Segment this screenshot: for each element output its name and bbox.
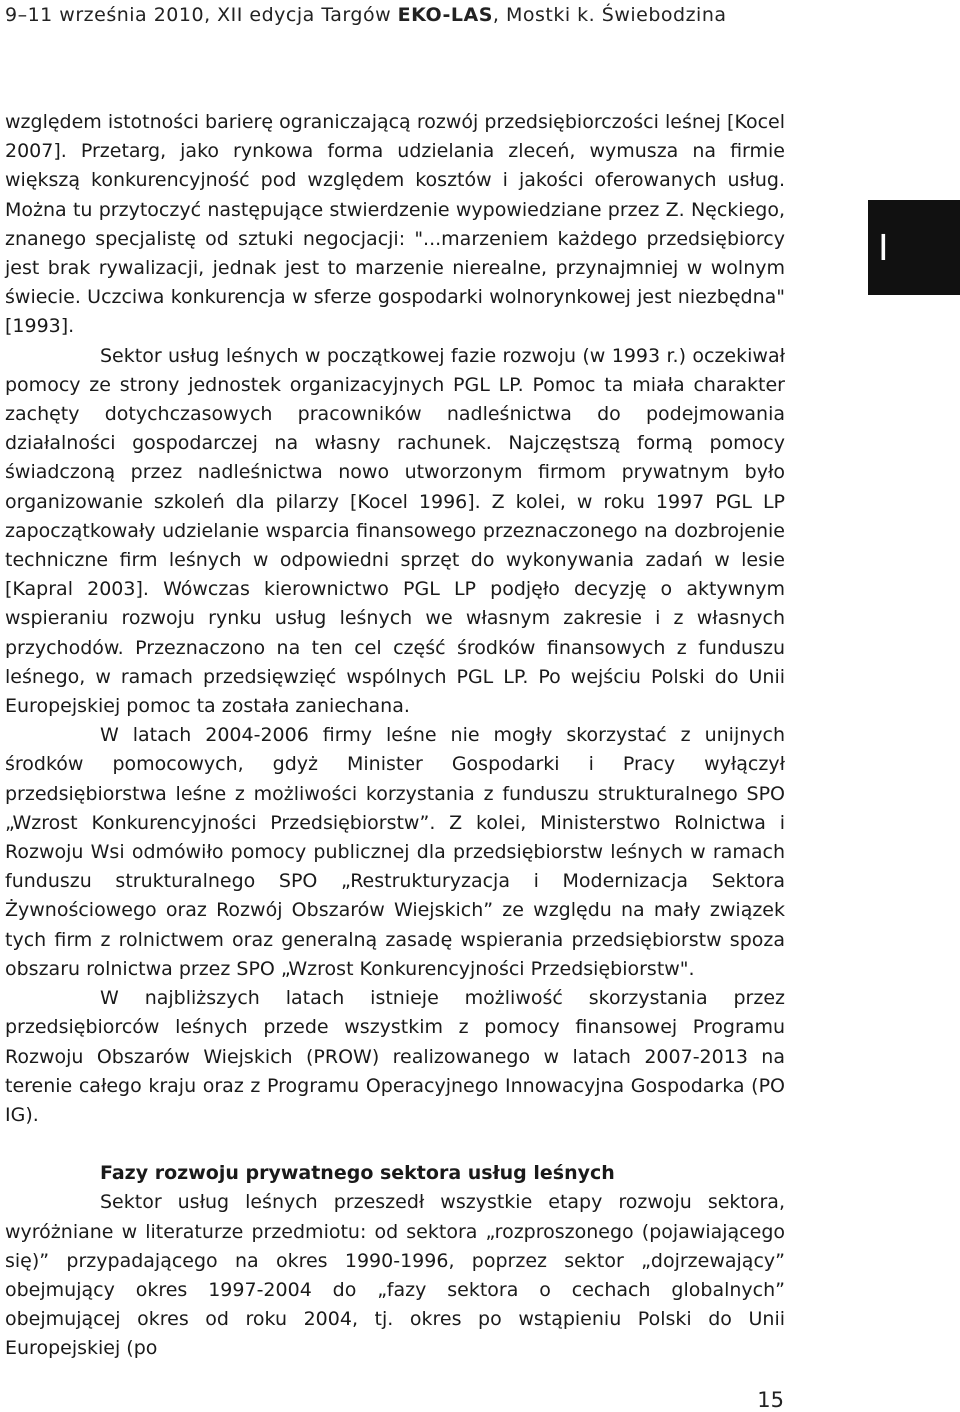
body-text [5, 108, 785, 1364]
chapter-tab [868, 200, 960, 295]
paragraph-4: W najbliższych latach istnieje możliwość skorzystania przez przedsiębiorców leśnych przede wszystkim z pomocy finansowej Programu Rozwoju Obszarów Wiejskich (PROW) realizowanego w latach 2007-2013 na terenie całego kraju oraz z Programu Operacyjnego Innowacyjna Gospodarka (PO IG). [5, 987, 785, 1126]
page-number: 15 [757, 1388, 784, 1412]
paragraph-2: Sektor usług leśnych w początkowej fazie rozwoju (w 1993 r.) oczekiwał pomocy ze strony jednostek organizacyjnych PGL LP. Pomoc ta miała charakter zachęty dotychczasowych pracowników nadleśnictwa do podejmowania działalności gospodarczej na własny rachunek. Najczęstszą formą pomocy świadczoną przez nadleśnictwa nowo utworzonym firmom prywatnym było organizowanie szkoleń dla pilarzy [Kocel 1996]. Z kolei, w roku 1997 PGL LP zapoczątkowały udzielanie wsparcia finansowego przeznaczonego na dozbrojenie techniczne firm leśnych w odpowiedni sprzęt do wykonywania zadań w lesie [Kapral 2003]. Wówczas kierownictwo PGL LP podjęło decyzję o aktywnym wspieraniu rozwoju rynku usług leśnych we własnym zakresie i z własnych przychodów. Przeznaczono na ten cel część środków finansowych z funduszu leśnego, w ramach przedsięwzięć wspólnych PGL LP. Po wejściu Polski do Unii Europejskiej pomoc ta została zaniechana. [5, 344, 785, 718]
chapter-tab-label: I [878, 228, 889, 269]
header-suffix: , Mostki k. Świebodzina [492, 4, 727, 26]
section-paragraph: Sektor usług leśnych przeszedł wszystkie etapy rozwoju sektora, wyróżniane w literaturze przedmiotu: od sektora „rozproszonego (pojawiającego się)” przypadającego na okres 1990-1996, poprzez sektor „dojrzewający” obejmujący okres 1997-2004 do „fazy sektora o cechach globalnych” obejmującej okres od roku 2004, tj. okres po wstąpieniu Polski do Unii Europejskiej (po [5, 1191, 785, 1360]
section-heading: Fazy rozwoju prywatnego sektora usług leśnych [100, 1162, 615, 1185]
paragraph-1: względem istotności barierę ograniczającą rozwój przedsiębiorczości leśnej [Kocel 2007]. Przetarg, jako rynkowa forma udzielania zleceń, wymusza na firmie większą konkurencyjność pod względem kosztów i jakości oferowanych usług. Można tu przytoczyć następujące stwierdzenie wypowiedziane przez Z. Nęckiego, znanego specjalistę od sztuki negocjacji: "...marzeniem każdego przedsiębiorcy jest brak rywalizacji, jednak jest to marzenie nierealne, przynajmniej w wolnym świecie. Uczciwa konkurencja w sferze gospodarki wolnorynkowej jest niezbędna" [1993]. [5, 111, 785, 338]
header-prefix: 9–11 września 2010, XII edycja Targów [5, 4, 398, 26]
paragraph-3: W latach 2004-2006 firmy leśne nie mogły skorzystać z unijnych środków pomocowych, gdyż Minister Gospodarki i Pracy wyłączył przedsiębiorstwa leśne z możliwości korzystania z funduszu strukturalnego SPO „Wzrost Konkurencyjności Przedsiębiorstw”. Z kolei, Ministerstwo Rolnictwa i Rozwoju Wsi odmówiło pomocy publicznej dla przedsiębiorstw leśnych w ramach funduszu strukturalnego SPO „Restrukturyzacja i Modernizacja Sektora Żywnościowego oraz Rozwój Obszarów Wiejskich” ze względu na mały związek tych firm z rolnictwem oraz generalną zasadę wspierania przedsiębiorstw spoza obszaru rolnictwa przez SPO „Wzrost Konkurencyjności Przedsiębiorstw". [5, 724, 785, 980]
running-header [5, 4, 727, 26]
header-bold: EKO-LAS [397, 4, 493, 26]
